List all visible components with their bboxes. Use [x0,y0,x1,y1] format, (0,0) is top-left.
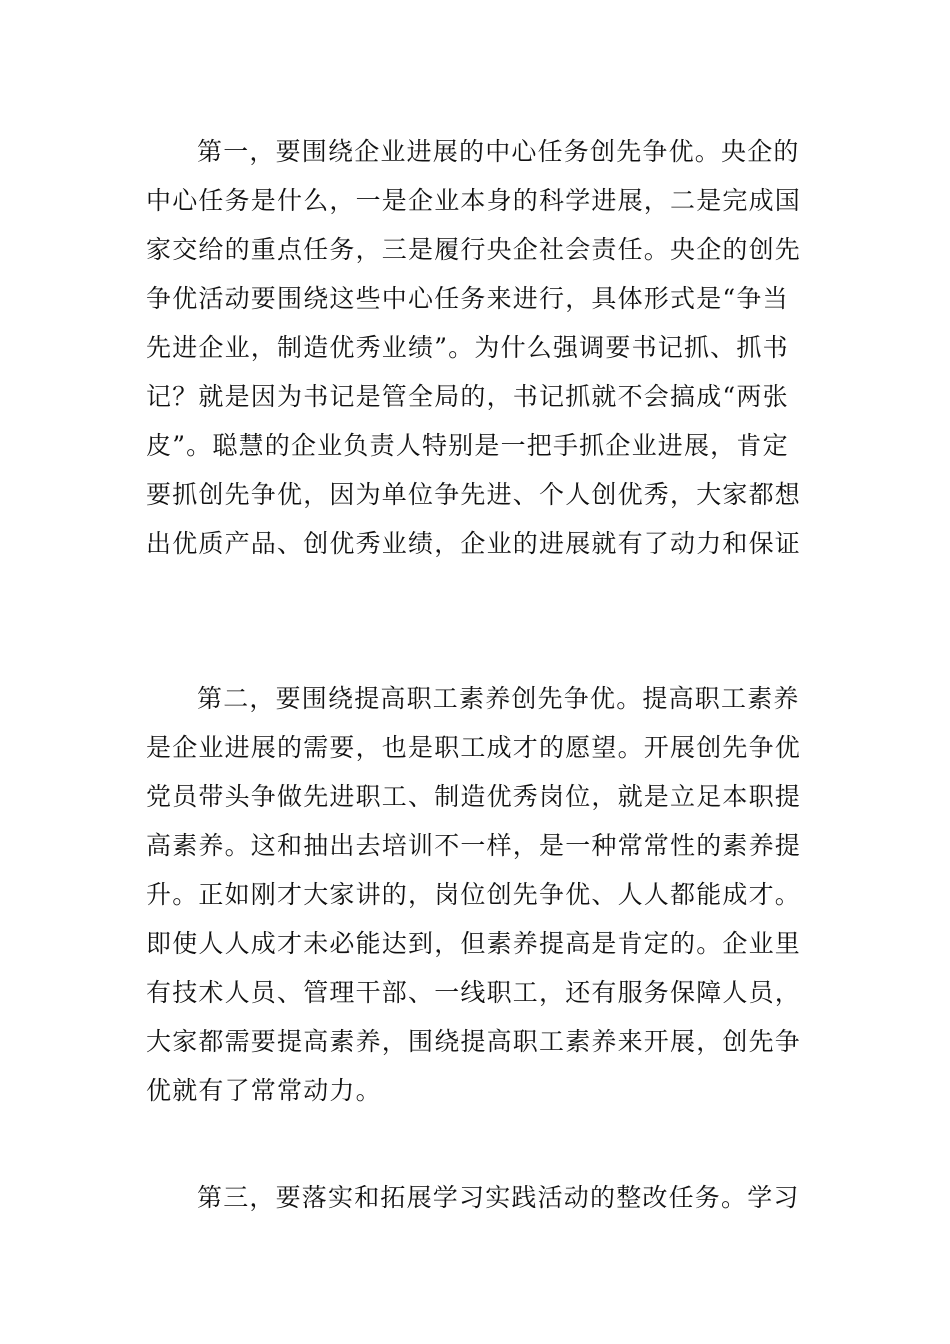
text-line: 中心任务是什么，一是企业本身的科学进展，二是完成国 [146,186,802,215]
text-line: 第三，要落实和拓展学习实践活动的整改任务。学习 [197,1183,800,1212]
text-line: 升。正如刚才大家讲的，岗位创先争优、人人都能成才。 [146,880,802,909]
text-line: 先进企业，制造优秀业绩”。为什么强调要书记抓、抓书 [146,333,789,362]
text-line: 有技术人员、管理干部、一线职工，还有服务保障人员， [146,978,802,1007]
text-line: 即使人人成才未必能达到，但素养提高是肯定的。企业里 [146,929,802,958]
paragraph-1 [146,127,806,568]
paragraph-3 [146,1173,806,1222]
paragraph-2 [146,674,806,1115]
text-line: 第一，要围绕企业进展的中心任务创先争优。央企的 [197,137,800,166]
text-line: 高素养。这和抽出去培训不一样，是一种常常性的素养提 [146,831,802,860]
text-line: 家交给的重点任务，三是履行央企社会责任。央企的创先 [146,235,802,264]
text-line: 出优质产品、创优秀业绩，企业的进展就有了动力和保证 [146,529,802,558]
text-line: 大家都需要提高素养，围绕提高职工素养来开展，创先争 [146,1027,802,1056]
text-line: 皮”。聪慧的企业负责人特别是一把手抓企业进展，肯定 [146,431,789,460]
text-line: 是企业进展的需要，也是职工成才的愿望。开展创先争优 [146,733,802,762]
text-line: 记？就是因为书记是管全局的，书记抓就不会搞成“两张 [146,382,789,411]
text-line: 优就有了常常动力。 [146,1076,382,1105]
text-line: 第二，要围绕提高职工素养创先争优。提高职工素养 [197,684,800,713]
text-line: 争优活动要围绕这些中心任务来进行，具体形式是“争当 [146,284,789,313]
text-line: 要抓创先争优，因为单位争先进、个人创优秀，大家都想 [146,480,802,509]
text-line: 党员带头争做先进职工、制造优秀岗位，就是立足本职提 [146,782,802,811]
